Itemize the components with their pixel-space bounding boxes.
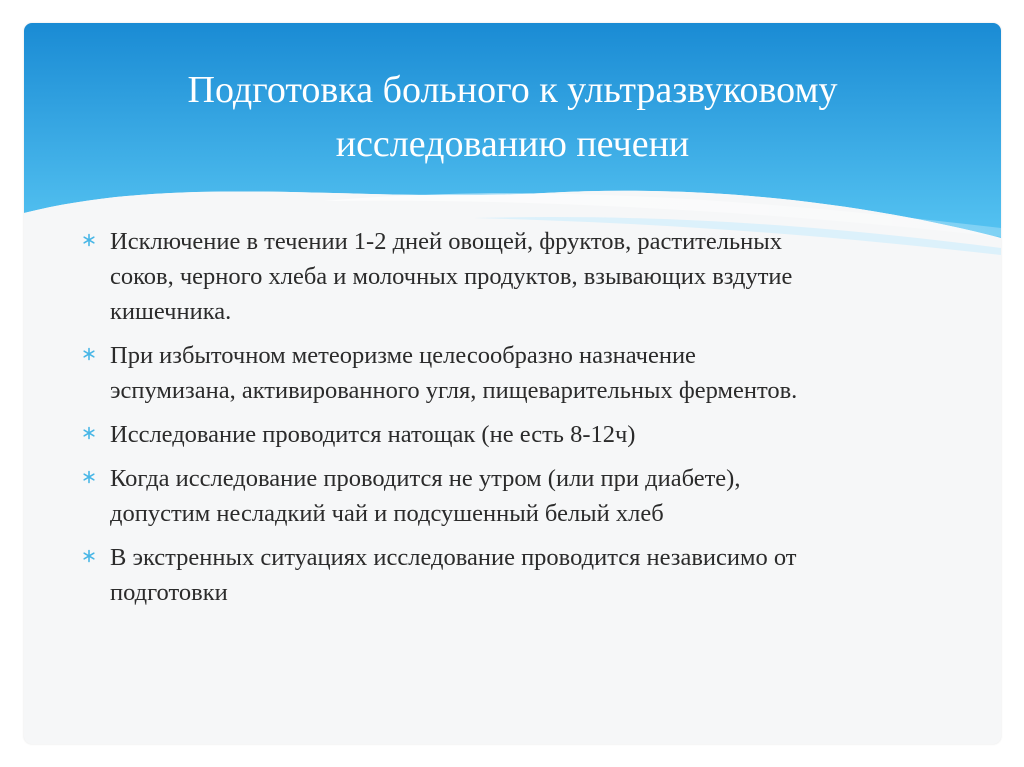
bullet-line: кишечника.	[110, 298, 232, 325]
asterisk-bullet-icon	[82, 470, 96, 484]
bullet-text	[110, 540, 980, 610]
bullet-line: соков, черного хлеба и молочных продуктов, взывающих вздутие	[110, 263, 793, 290]
bullet-item	[80, 338, 980, 408]
bullet-line: Когда исследование проводится не утром (или при диабете),	[110, 465, 741, 492]
bullet-item	[80, 540, 980, 610]
bullet-item	[80, 224, 980, 329]
asterisk-bullet-icon	[82, 347, 96, 361]
bullet-line: Исследование проводится натощак (не есть 8-12ч)	[110, 421, 636, 448]
asterisk-bullet-icon	[82, 549, 96, 563]
bullet-text	[110, 461, 980, 531]
asterisk-bullet-icon	[82, 426, 96, 440]
bullet-text	[110, 338, 980, 408]
bullet-line: подготовки	[110, 579, 228, 606]
bullet-line: эспумизана, активированного угля, пищеварительных ферментов.	[110, 377, 798, 404]
bullet-line: Исключение в течении 1-2 дней овощей, фруктов, растительных	[110, 228, 782, 255]
slide-title-line-2: исследованию печени	[335, 123, 690, 165]
bullet-line: В экстренных ситуациях исследование проводится независимо от	[110, 544, 797, 571]
bullet-list	[80, 224, 980, 619]
slide-title	[64, 63, 961, 171]
bullet-text	[110, 417, 980, 452]
asterisk-bullet-icon	[82, 233, 96, 247]
slide	[24, 23, 1001, 744]
slide-title-line-1: Подготовка больного к ультразвуковому	[187, 69, 838, 111]
bullet-line: допустим несладкий чай и подсушенный белый хлеб	[110, 500, 664, 527]
bullet-line: При избыточном метеоризме целесообразно назначение	[110, 342, 696, 369]
bullet-text	[110, 224, 980, 329]
bullet-item	[80, 461, 980, 531]
bullet-item	[80, 417, 980, 452]
